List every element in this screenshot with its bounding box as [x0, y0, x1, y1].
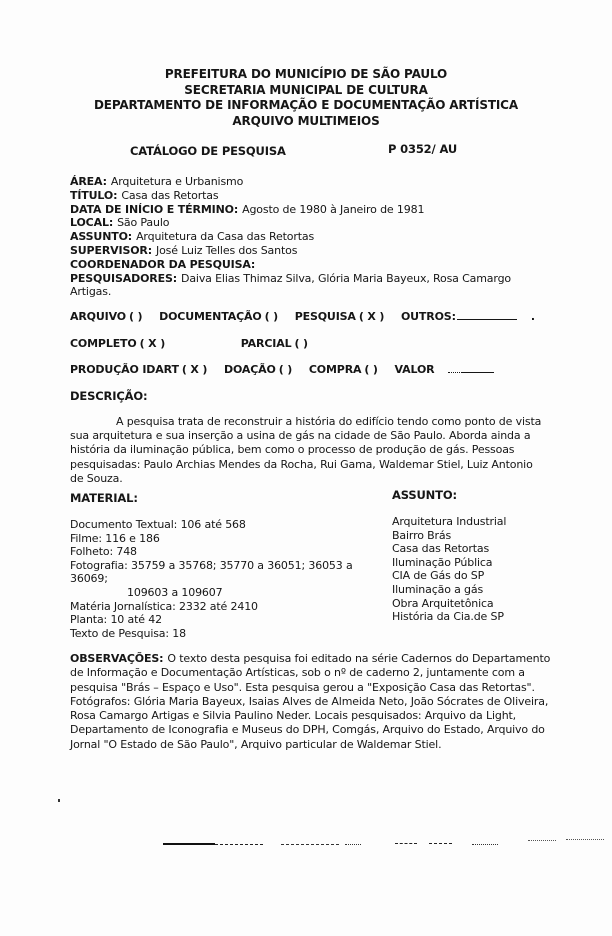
checkbox-completo [70, 337, 165, 350]
field-label: SUPERVISOR: [70, 243, 152, 257]
scan-line-segment [281, 844, 339, 845]
observations-label: OBSERVAÇÕES: [70, 652, 164, 665]
checkbox-label: DOAÇÃO [223, 363, 276, 376]
stray-period: . [530, 310, 535, 323]
subject-item: Arquitetura Industrial [392, 515, 507, 528]
valor-blank-line [462, 363, 494, 373]
checkbox-pesquisa [295, 310, 385, 323]
form-row-completeness [70, 337, 552, 351]
field-label: DATA DE INÍCIO E TÉRMINO: [70, 202, 239, 216]
scan-line-segment [528, 840, 556, 841]
description-text: A pesquisa trata de reconstruir a história do edifício tendo como ponto de vista sua arquitetura e sua inserção a usina de gás na cidade de São Paulo. Aborda ainda a história da iluminação pública, bem como o processo de produção de gás. Pessoas pesquisadas: Paulo Archias Mendes da Rocha, Rui Gama, Waldemar Stiel, Luiz Antonio de Souza. [70, 415, 542, 485]
outros-field [401, 310, 535, 323]
reference-code: P 0352/ AU [388, 142, 458, 156]
scan-line-segment [395, 843, 417, 844]
field-label: PESQUISADORES: [70, 271, 177, 285]
checkbox-label: PARCIAL [240, 336, 292, 350]
material-item: Planta: 10 até 42 [70, 613, 162, 627]
checkbox-label: PESQUISA [294, 310, 356, 323]
material-column [70, 491, 392, 640]
material-item: Matéria Jornalística: 2332 até 2410 [70, 599, 258, 613]
material-list [70, 518, 392, 640]
material-item-continuation: 109603 a 109607 [127, 585, 223, 599]
checkbox-label: COMPRA [308, 363, 362, 376]
checkbox-parcial [241, 337, 308, 350]
material-item: Fotografia: 35759 a 35768; 35770 a 36051; 36053 a 36069; [70, 558, 353, 586]
valor-field [395, 363, 495, 376]
checkbox-label: OUTROS: [400, 310, 456, 323]
field-value: Casa das Retortas [121, 188, 219, 202]
field-area [70, 175, 552, 189]
subject-item: Obra Arquitetônica [392, 596, 494, 610]
field-titulo [70, 189, 552, 203]
field-pesquisadores [70, 272, 552, 300]
field-label: TÍTULO: [70, 188, 118, 202]
subject-label: ASSUNTO: [392, 488, 457, 502]
field-label: ÁREA: [70, 175, 107, 188]
checkbox-mark: ( X ) [139, 336, 166, 350]
subject-column [392, 488, 552, 640]
field-value: Arquitetura da Casa das Retortas [136, 230, 315, 244]
checkbox-arquivo [70, 310, 142, 323]
field-label: ASSUNTO: [70, 230, 133, 244]
checkbox-mark: ( ) [278, 363, 293, 376]
scan-line-segment [215, 844, 263, 845]
subject-item: Bairro Brás [392, 528, 452, 542]
catalog-title-row [0, 144, 612, 160]
checkbox-label: VALOR [394, 363, 435, 376]
scan-speck-artifact [58, 799, 60, 802]
subject-item: Casa das Retortas [392, 542, 490, 556]
checkbox-label: ARQUIVO [70, 310, 126, 323]
field-value: José Luiz Telles dos Santos [156, 243, 298, 257]
scan-line-segment [429, 843, 452, 844]
observations-section [70, 652, 554, 752]
subject-item: História da Cia.de SP [392, 610, 504, 624]
document-header [0, 67, 612, 129]
checkbox-doacao [224, 363, 292, 376]
field-coordenador [70, 258, 552, 272]
material-subject-columns [70, 488, 552, 640]
field-value: Arquitetura e Urbanismo [110, 175, 244, 188]
field-value: Agosto de 1980 à Janeiro de 1981 [242, 202, 425, 216]
checkbox-mark: ( ) [294, 336, 308, 350]
header-line-secretariat: SECRETARIA MUNICIPAL DE CULTURA [184, 82, 428, 97]
material-item: Filme: 116 e 186 [70, 531, 160, 545]
field-supervisor [70, 244, 552, 258]
header-line-department: DEPARTAMENTO DE INFORMAÇÃO E DOCUMENTAÇÃO ARTÍSTICA [94, 98, 518, 112]
field-local [70, 216, 552, 230]
checkbox-producao-idart [70, 363, 207, 376]
field-label: COORDENADOR DA PESQUISA: [70, 257, 256, 271]
valor-dotted-line [448, 363, 462, 373]
checkbox-mark: ( X ) [181, 363, 208, 376]
material-label: MATERIAL: [70, 491, 138, 505]
catalog-title: CATÁLOGO DE PESQUISA [130, 144, 286, 158]
scan-line-segment [345, 844, 361, 845]
checkbox-mark: ( X ) [358, 310, 385, 323]
subject-item: CIA de Gás do SP [392, 569, 485, 583]
field-data-inicio-termino [70, 203, 552, 217]
observations-text [70, 652, 554, 752]
classification-checkboxes [70, 309, 552, 390]
observations-body: O texto desta pesquisa foi editado na série Cadernos do Departamento de Informação e Documentação Artísticas, sob o nº de caderno 2, juntamente com a pesquisa "Brás – Espaço e Uso". Esta pesquisa gerou a "Exposição Casa das Retortas". Fotógrafos: Glória Maria Bayeux, Isaias Alves de Almeida Neto, João Sócrates de Oliveira, Rosa Camargo Artigas e Silvia Paulino Neder. Locais pesquisados: Arquivo da Light, Departamento de Iconografia e Museus do DPH, Comgás, Arquivo do Estado, Arquivo do Jornal "O Estado de São Paulo", Arquivo particular de Waldemar Stiel. [70, 652, 551, 751]
checkbox-mark: ( ) [264, 310, 278, 323]
checkbox-documentacao [159, 310, 278, 323]
checkbox-label: PRODUÇÃO IDART [70, 363, 179, 376]
outros-blank-line [457, 309, 517, 320]
field-value: Daiva Elias Thimaz Silva, Glória Maria Bayeux, Rosa Camargo Artigas. [70, 271, 511, 299]
subject-list [392, 515, 552, 624]
description-label: DESCRIÇÃO: [70, 389, 148, 403]
form-row-type [70, 309, 552, 324]
header-line-archive: ARQUIVO MULTIMEIOS [232, 113, 380, 128]
subject-item: Iluminação Pública [392, 555, 493, 569]
checkbox-compra [309, 363, 378, 376]
checkbox-label: DOCUMENTAÇÃO [159, 310, 262, 323]
checkbox-mark: ( ) [364, 363, 378, 376]
header-line-institution: PREFEITURA DO MUNICÍPIO DE SÃO PAULO [164, 67, 448, 81]
material-item: Documento Textual: 106 até 568 [70, 518, 246, 531]
checkbox-label: COMPLETO [70, 336, 137, 350]
form-row-origin [70, 363, 552, 377]
subject-item: Iluminação a gás [392, 582, 484, 596]
scan-line-segment [163, 843, 215, 845]
checkbox-mark: ( ) [128, 310, 143, 323]
material-item: Folheto: 748 [70, 545, 137, 559]
metadata-fields [70, 175, 552, 299]
field-label: LOCAL: [70, 216, 114, 230]
scan-line-segment [566, 839, 604, 840]
field-assunto [70, 230, 552, 244]
field-value: São Paulo [117, 216, 170, 230]
description-section [70, 389, 548, 486]
scan-line-segment [472, 844, 498, 845]
material-item: Texto de Pesquisa: 18 [70, 626, 186, 640]
